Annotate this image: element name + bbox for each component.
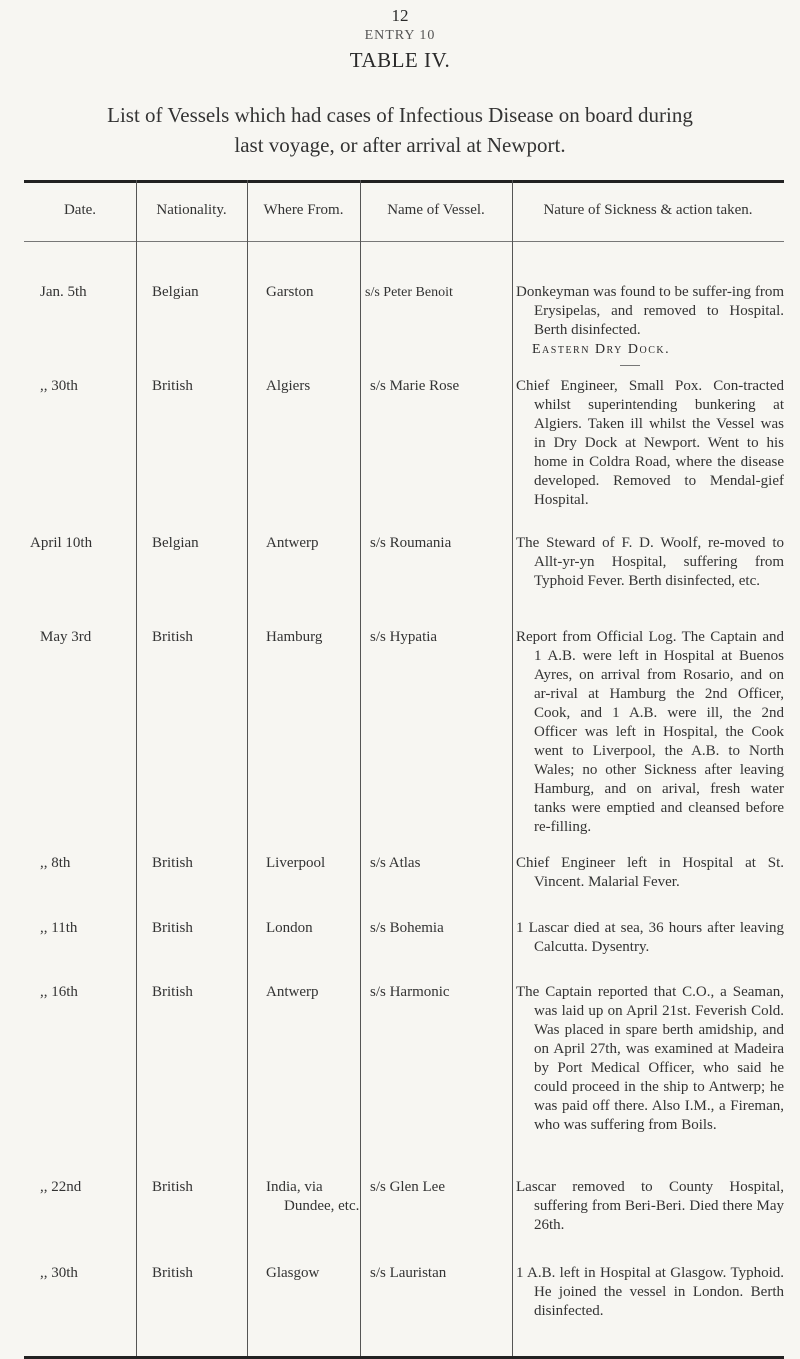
column-divider: [512, 180, 513, 1356]
row-6-nationality: British: [152, 920, 193, 936]
row-1-vessel: s/s Peter Benoit: [365, 285, 453, 300]
row-5-vessel: s/s Atlas: [370, 855, 421, 871]
column-divider: [247, 180, 248, 1356]
row-8-where-from: India, via Dundee, etc.: [266, 1179, 360, 1214]
row-1-where-from: Garston: [266, 284, 314, 300]
row-3-nationality: Belgian: [152, 535, 199, 551]
row-2-sickness: Chief Engineer, Small Pox. Con-tracted whilst superintending bunkering at Algiers. Taken ill whilst the Vessel was in Dry Dock at Newport. Went to his home in Coldra Road, where the disease developed. Removed to Mendal-gief Hospital.: [516, 378, 784, 508]
row-9-nationality: British: [152, 1265, 193, 1281]
header-nationality: Nationality.: [156, 202, 227, 218]
row-8-sickness: Lascar removed to County Hospital, suffering from Beri-Beri. Died there May 26th.: [516, 1179, 784, 1233]
table-caption: [0, 100, 800, 160]
row-9-vessel: s/s Lauristan: [370, 1265, 447, 1281]
row-5-sickness: Chief Engineer left in Hospital at St. Vincent. Malarial Fever.: [516, 855, 784, 890]
row-6-date: ,, 11th: [40, 920, 78, 936]
row-3-date: April 10th: [30, 535, 93, 551]
row-8-vessel: s/s Glen Lee: [370, 1179, 445, 1195]
row-5-nationality: British: [152, 855, 193, 871]
column-divider: [360, 180, 361, 1356]
eastern-dry-dock-subheading: Eastern Dry Dock.: [532, 342, 671, 357]
row-6-sickness: 1 Lascar died at sea, 36 hours after leaving Calcutta. Dysentry.: [516, 920, 784, 955]
row-9-sickness: 1 A.B. left in Hospital at Glasgow. Typhoid. He joined the vessel in London. Berth disinfected.: [516, 1265, 784, 1319]
row-7-vessel: s/s Harmonic: [370, 984, 450, 1000]
row-2-nationality: British: [152, 378, 193, 394]
caption-line-1: List of Vessels which had cases of Infectious Disease on board during: [107, 103, 693, 127]
row-7-date: ,, 16th: [40, 984, 78, 1000]
row-9-where-from: Glasgow: [266, 1265, 320, 1281]
caption-line-2: last voyage, or after arrival at Newport.: [234, 133, 566, 157]
row-1-nationality: Belgian: [152, 284, 199, 300]
row-6-vessel: s/s Bohemia: [370, 920, 444, 936]
row-4-date: May 3rd: [40, 629, 92, 645]
row-9-date: ,, 30th: [40, 1265, 78, 1281]
table-label: TABLE IV.: [349, 48, 451, 72]
row-3-where-from: Antwerp: [266, 535, 319, 551]
row-7-sickness: The Captain reported that C.O., a Seaman, was laid up on April 21st. Feverish Cold. Was placed in spare berth amidship, and on April 27th, was examined at Madeira by Port Medical Officer, who said he could proceed in the ship to Antwerp; he was paid off there. Also I.M., a Fireman, who was suffering from Boils.: [516, 984, 784, 1133]
row-5-date: ,, 8th: [40, 855, 71, 871]
row-1-date: Jan. 5th: [40, 284, 87, 300]
row-2-vessel: s/s Marie Rose: [370, 378, 460, 394]
row-3-sickness: The Steward of F. D. Woolf, re-moved to Allt-yr-yn Hospital, suffering from Typhoid Fever. Berth disinfected, etc.: [516, 535, 784, 589]
row-4-nationality: British: [152, 629, 193, 645]
row-2-where-from: Algiers: [266, 378, 311, 394]
header-date: Date.: [63, 202, 97, 218]
page-number: 12: [391, 6, 409, 25]
table-top-rule: [24, 180, 784, 183]
row-2-date: ,, 30th: [40, 378, 78, 394]
column-divider: [136, 180, 137, 1356]
row-5-where-from: Liverpool: [266, 855, 326, 871]
subheading-dash: [620, 365, 640, 366]
row-8-date: ,, 22nd: [40, 1179, 82, 1195]
row-1-sickness: Donkeyman was found to be suffer-ing from Erysipelas, and removed to Hospital. Berth disinfected.: [516, 284, 784, 338]
row-6-where-from: London: [266, 920, 313, 936]
archive-stamp: ENTRY 10: [364, 28, 436, 43]
row-3-vessel: s/s Roumania: [370, 535, 452, 551]
row-7-nationality: British: [152, 984, 193, 1000]
row-4-where-from: Hamburg: [266, 629, 323, 645]
row-4-sickness: Report from Official Log. The Captain and 1 A.B. were left in Hospital at Buenos Ayres, on arrival from Rosario, and on ar-rival at Hamburg the 2nd Officer, Cook, and 1 A.B. were ill, the 2nd Officer was left in Hospital, the Cook went to Liverpool, the A.B. to North Wales; no other Sickness after leaving Hamburg, and on arival, fresh water tanks were emptied and cleansed before re-filling.: [516, 629, 784, 835]
header-rule: [24, 241, 784, 242]
header-sickness: Nature of Sickness & action taken.: [543, 202, 753, 218]
header-where-from: Where From.: [263, 202, 344, 218]
row-8-nationality: British: [152, 1179, 193, 1195]
row-4-vessel: s/s Hypatia: [370, 629, 438, 645]
row-7-where-from: Antwerp: [266, 984, 319, 1000]
header-vessel: Name of Vessel.: [387, 202, 485, 218]
